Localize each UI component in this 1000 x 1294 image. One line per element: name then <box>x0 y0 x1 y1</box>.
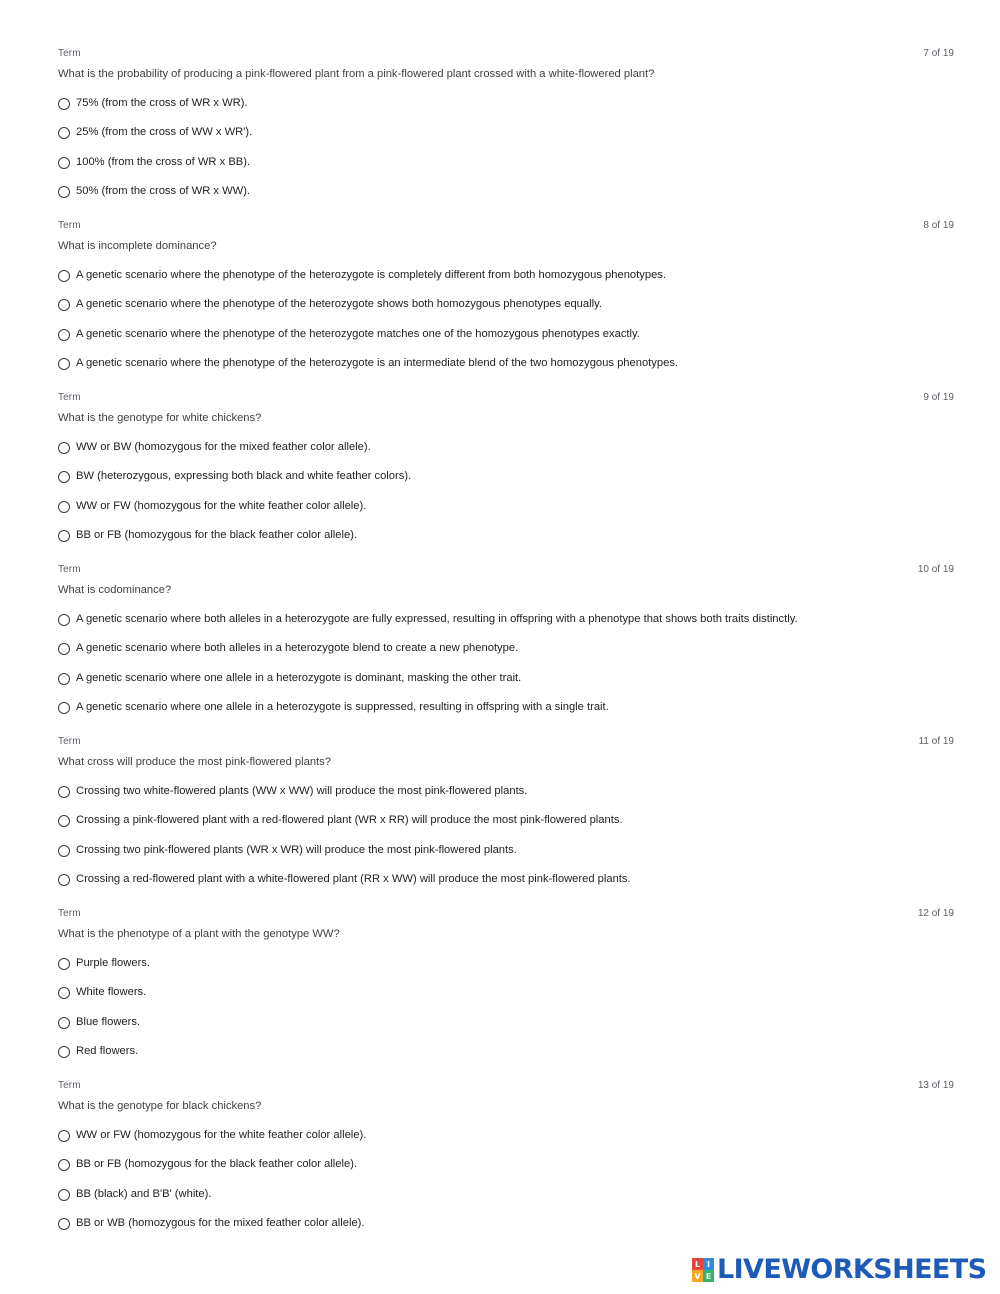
answer-option[interactable] <box>58 327 956 356</box>
radio-button[interactable] <box>58 1017 70 1029</box>
logo-tile: V <box>692 1270 703 1282</box>
radio-button[interactable] <box>58 299 70 311</box>
term-header <box>58 389 956 403</box>
radio-button[interactable] <box>58 845 70 857</box>
term-block <box>58 561 956 733</box>
term-header <box>58 217 956 231</box>
question-text: What is the genotype for white chickens? <box>58 412 262 424</box>
answer-option[interactable] <box>58 440 956 469</box>
radio-button[interactable] <box>58 958 70 970</box>
answer-options <box>58 956 956 1074</box>
answer-option-text: A genetic scenario where both alleles in a heterozygote blend to create a new phenotype. <box>76 642 519 655</box>
answer-option[interactable] <box>58 268 956 297</box>
answer-option[interactable] <box>58 671 956 700</box>
answer-option-text: BW (heterozygous, expressing both black and white feather colors). <box>76 470 412 483</box>
answer-option[interactable] <box>58 641 956 670</box>
answer-option-text: BB (black) and B'B' (white). <box>76 1187 212 1200</box>
radio-button[interactable] <box>58 1159 70 1171</box>
radio-button[interactable] <box>58 471 70 483</box>
radio-button[interactable] <box>58 815 70 827</box>
answer-option-text: A genetic scenario where one allele in a heterozygote is suppressed, resulting in offspring with a single trait. <box>76 701 609 714</box>
term-counter: 8 of 19 <box>923 220 954 231</box>
term-label: Term <box>58 220 81 231</box>
radio-button[interactable] <box>58 157 70 169</box>
answer-option[interactable] <box>58 612 956 641</box>
answer-option[interactable] <box>58 1044 956 1073</box>
answer-options <box>58 268 956 386</box>
radio-button[interactable] <box>58 442 70 454</box>
term-block <box>58 905 956 1077</box>
term-counter: 12 of 19 <box>917 908 954 919</box>
radio-button[interactable] <box>58 270 70 282</box>
radio-button[interactable] <box>58 1046 70 1058</box>
term-label: Term <box>58 564 81 575</box>
radio-button[interactable] <box>58 1218 70 1230</box>
term-header <box>58 1077 956 1091</box>
answer-options <box>58 96 956 214</box>
radio-button[interactable] <box>58 501 70 513</box>
answer-option[interactable] <box>58 784 956 813</box>
radio-button[interactable] <box>58 1130 70 1142</box>
radio-button[interactable] <box>58 702 70 714</box>
answer-option-text: Blue flowers. <box>76 1015 141 1028</box>
answer-option-text: 75% (from the cross of WR x WR). <box>76 97 248 109</box>
answer-option-text: BB or WB (homozygous for the mixed feather color allele). <box>76 1217 365 1230</box>
term-block <box>58 733 956 905</box>
answer-option[interactable] <box>58 528 956 557</box>
answer-option-text: A genetic scenario where the phenotype of the heterozygote is an intermediate blend of the two homozygous phenotypes. <box>76 357 679 370</box>
answer-option-text: WW or BW (homozygous for the mixed feather color allele). <box>76 441 371 453</box>
logo-icon <box>692 1258 714 1282</box>
radio-button[interactable] <box>58 643 70 655</box>
answer-option-text: Crossing a red-flowered plant with a white-flowered plant (RR x WW) will produce the most pink-flowered plants. <box>76 873 631 886</box>
answer-option-text: A genetic scenario where one allele in a heterozygote is dominant, masking the other trait. <box>76 671 522 684</box>
answer-option[interactable] <box>58 872 956 901</box>
answer-option[interactable] <box>58 1128 956 1157</box>
answer-option[interactable] <box>58 700 956 729</box>
answer-option[interactable] <box>58 356 956 385</box>
liveworksheets-logo <box>692 1255 986 1285</box>
term-block <box>58 45 956 217</box>
term-header <box>58 561 956 575</box>
answer-options <box>58 784 956 902</box>
answer-option[interactable] <box>58 985 956 1014</box>
term-counter: 9 of 19 <box>923 392 954 403</box>
term-label: Term <box>58 736 81 747</box>
radio-button[interactable] <box>58 1189 70 1201</box>
answer-options <box>58 612 956 730</box>
radio-button[interactable] <box>58 358 70 370</box>
term-counter: 7 of 19 <box>923 48 954 59</box>
term-label: Term <box>58 392 81 403</box>
answer-option-text: A genetic scenario where the phenotype of the heterozygote matches one of the homozygous phenotypes exactly. <box>76 327 640 340</box>
answer-options <box>58 1128 956 1246</box>
answer-option[interactable] <box>58 155 956 184</box>
question-text: What is codominance? <box>58 584 172 596</box>
term-header <box>58 733 956 747</box>
answer-option[interactable] <box>58 956 956 985</box>
term-label: Term <box>58 48 81 59</box>
answer-option[interactable] <box>58 96 956 125</box>
answer-option[interactable] <box>58 499 956 528</box>
answer-option-text: WW or FW (homozygous for the white feather color allele). <box>76 1129 367 1141</box>
logo-tile: L <box>692 1258 703 1270</box>
radio-button[interactable] <box>58 98 70 110</box>
radio-button[interactable] <box>58 186 70 198</box>
answer-option[interactable] <box>58 1187 956 1216</box>
answer-option-text: White flowers. <box>76 986 147 999</box>
answer-option-text: BB or FB (homozygous for the black feather color allele). <box>76 1158 358 1171</box>
answer-option-text: Purple flowers. <box>76 957 150 969</box>
answer-option[interactable] <box>58 1157 956 1186</box>
answer-option[interactable] <box>58 843 956 872</box>
answer-option[interactable] <box>58 1015 956 1044</box>
answer-option-text: Crossing a pink-flowered plant with a red-flowered plant (WR x RR) will produce the most pink-flowered plants. <box>76 814 623 827</box>
answer-option-text: Crossing two white-flowered plants (WW x WW) will produce the most pink-flowered plants. <box>76 785 528 797</box>
question-text: What is the probability of producing a pink-flowered plant from a pink-flowered plant crossed with a white-flowered plant? <box>58 68 655 80</box>
question-text: What cross will produce the most pink-flowered plants? <box>58 756 331 768</box>
answer-option-text: BB or FB (homozygous for the black feather color allele). <box>76 529 358 542</box>
answer-option-text: Red flowers. <box>76 1045 139 1058</box>
answer-option[interactable] <box>58 469 956 498</box>
term-counter: 10 of 19 <box>917 564 954 575</box>
answer-option-text: A genetic scenario where both alleles in a heterozygote are fully expressed, resulting in offspring with a phenotype that shows both traits distinctly. <box>76 613 798 625</box>
logo-tile: I <box>703 1258 714 1270</box>
answer-option-text: WW or FW (homozygous for the white feather color allele). <box>76 499 367 512</box>
answer-option-text: A genetic scenario where the phenotype of the heterozygote is completely different from both homozygous phenotypes. <box>76 269 666 281</box>
term-label: Term <box>58 1080 81 1091</box>
answer-option[interactable] <box>58 297 956 326</box>
term-label: Term <box>58 908 81 919</box>
radio-button[interactable] <box>58 127 70 139</box>
answer-option-text: 100% (from the cross of WR x BB). <box>76 155 251 168</box>
answer-option-text: 50% (from the cross of WR x WW). <box>76 185 251 198</box>
answer-option-text: 25% (from the cross of WW x WR'). <box>76 126 253 139</box>
term-header <box>58 45 956 59</box>
radio-button[interactable] <box>58 874 70 886</box>
brand-name: LIVEWORKSHEETS <box>717 1254 987 1285</box>
question-text: What is the phenotype of a plant with the genotype WW? <box>58 928 340 940</box>
logo-tile: E <box>703 1270 714 1282</box>
term-counter: 11 of 19 <box>918 736 954 747</box>
answer-option-text: Crossing two pink-flowered plants (WR x WR) will produce the most pink-flowered plants. <box>76 843 517 856</box>
answer-options <box>58 440 956 558</box>
term-block <box>58 389 956 561</box>
radio-button[interactable] <box>58 614 70 626</box>
answer-option-text: A genetic scenario where the phenotype of the heterozygote shows both homozygous phenotypes equally. <box>76 298 602 311</box>
radio-button[interactable] <box>58 786 70 798</box>
term-header <box>58 905 956 919</box>
radio-button[interactable] <box>58 329 70 341</box>
term-block <box>58 1077 956 1249</box>
answer-option[interactable] <box>58 813 956 842</box>
question-text: What is incomplete dominance? <box>58 240 217 252</box>
term-counter: 13 of 19 <box>917 1080 954 1091</box>
radio-button[interactable] <box>58 530 70 542</box>
worksheet <box>58 45 956 1249</box>
radio-button[interactable] <box>58 673 70 685</box>
question-text: What is the genotype for black chickens? <box>58 1100 262 1112</box>
radio-button[interactable] <box>58 987 70 999</box>
term-block <box>58 217 956 389</box>
answer-option[interactable] <box>58 184 956 213</box>
answer-option[interactable] <box>58 125 956 154</box>
answer-option[interactable] <box>58 1216 956 1245</box>
